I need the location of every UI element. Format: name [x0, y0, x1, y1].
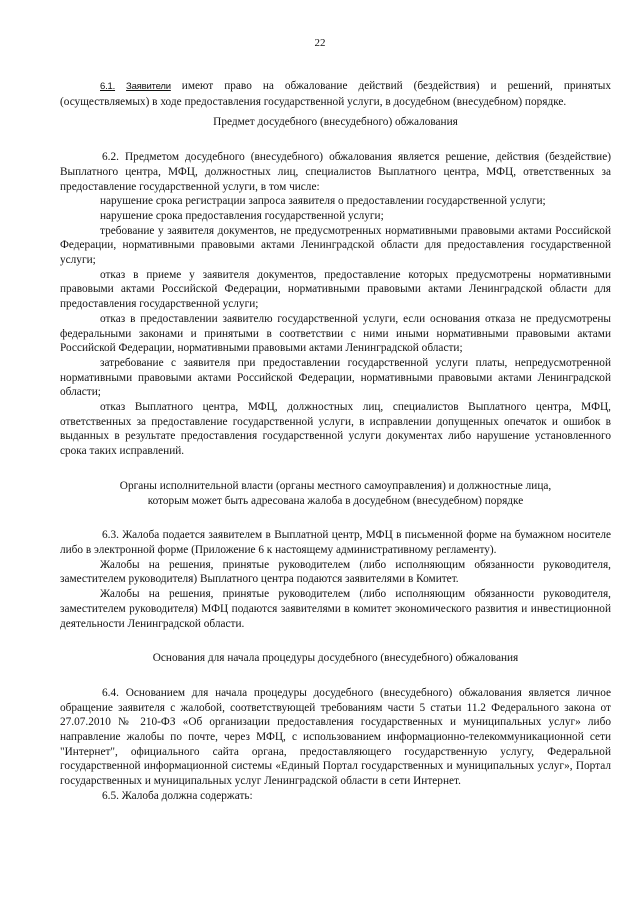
list-item: отказ Выплатного центра, МФЦ, должностных лиц, специалистов Выплатного центра, МФЦ, ответственных за предоставление государственной услуги, в исправлении допущенных опечаток и ошибок в выданных в результате предоставления государственной услуги документах либо нарушение установленного срока таких исправлений.	[60, 401, 611, 458]
list-item: затребование с заявителя при предоставлении государственной услуги платы, непредусмотренной нормативными правовыми актами Российской Федерации, нормативными правовыми актами Ленинградской области;	[60, 356, 611, 399]
paragraph-6-1	[60, 79, 611, 109]
paragraph-6-1-number: 6.1.	[100, 81, 116, 92]
heading-appeal-subject: Предмет досудебного (внесудебного) обжалования	[213, 116, 458, 129]
paragraph-6-4: 6.4. Основанием для начала процедуры досудебного (внесудебного) обжалования является личное обращение заявителя с жалобой, соответствующей требованиям части 5 статьи 11.2 Федерального закона от 27.07.2010 № 210-ФЗ «Об организации предоставления государственных и муниципальных услуг» либо направление жалобы по почте, через МФЦ, с использованием информационно-телекоммуникационной сети "Интернет", официального сайта органа, предоставляющего государственную услугу, Федеральной государственной информационной системы «Единый Портал государственных и муниципальных услуг», Портал государственных и муниципальных услуг Ленинградской области в сети Интернет.	[60, 686, 611, 788]
paragraph-6-3-complaints-center: Жалобы на решения, принятые руководителем (либо исполняющим обязанности руководителя, заместителем руководителя) Выплатного центра подаются заявителями в Комитет.	[60, 558, 611, 586]
list-item: нарушение срока предоставления государственной услуги;	[100, 209, 384, 222]
paragraph-6-5: 6.5. Жалоба должна содержать:	[102, 789, 253, 802]
paragraph-6-2: 6.2. Предметом досудебного (внесудебного) обжалования является решение, действия (бездействие) Выплатного центра, МФЦ, должностных лиц, специалистов Выплатного центра, МФЦ, ответственных за предоставление государственной услуги, в том числе:	[60, 151, 611, 193]
heading-appeal-grounds: Основания для начала процедуры досудебного (внесудебного) обжалования	[152, 652, 519, 665]
list-item: отказ в предоставлении заявителю государственной услуги, если основания отказа не предусмотрены федеральными законами и принятыми в соответствии с ними иными нормативными правовыми актами Российской Федерации, нормативными правовыми актами Ленинградской области;	[60, 312, 611, 355]
list-item: требование у заявителя документов, не предусмотренных нормативными правовыми актами Российской Федерации, нормативными правовыми актами Ленинградской области для предоставления государственной услуги;	[60, 224, 611, 267]
paragraph-6-3: 6.3. Жалоба подается заявителем в Выплатной центр, МФЦ в письменной форме на бумажном носителе либо в электронной форме (Приложение 6 к настоящему административному регламенту).	[60, 529, 611, 556]
list-item: отказ в приеме у заявителя документов, предоставление которых предусмотрены нормативными правовыми актами Российской Федерации, нормативными правовыми актами Ленинградской области для предоставления государственной услуги;	[60, 268, 611, 311]
paragraph-6-3-complaints-mfc: Жалобы на решения, принятые руководителем (либо исполняющим обязанности руководителя, заместителем руководителя) МФЦ подаются заявителями в комитет экономического развития и инвестиционной деятельности Ленинградской области.	[60, 588, 611, 630]
heading-authorities-line-2: которым может быть адресована жалоба в досудебном (внесудебном) порядке	[147, 494, 524, 507]
list-item: нарушение срока регистрации запроса заявителя о предоставлении государственной услуги;	[100, 195, 546, 208]
document-body	[60, 79, 611, 804]
paragraph-6-1-keyword: Заявители	[126, 81, 171, 92]
paragraph-6-1-text: имеют право на обжалование действий (бездействия) и решений, принятых (осуществляемых) в ходе предоставления государственной услуги, в досудебном (внесудебном) порядке.	[60, 80, 611, 108]
page-number: 22	[314, 37, 326, 49]
heading-authorities-line-1: Органы исполнительной власти (органы местного самоуправления) и должностные лица,	[119, 479, 552, 492]
